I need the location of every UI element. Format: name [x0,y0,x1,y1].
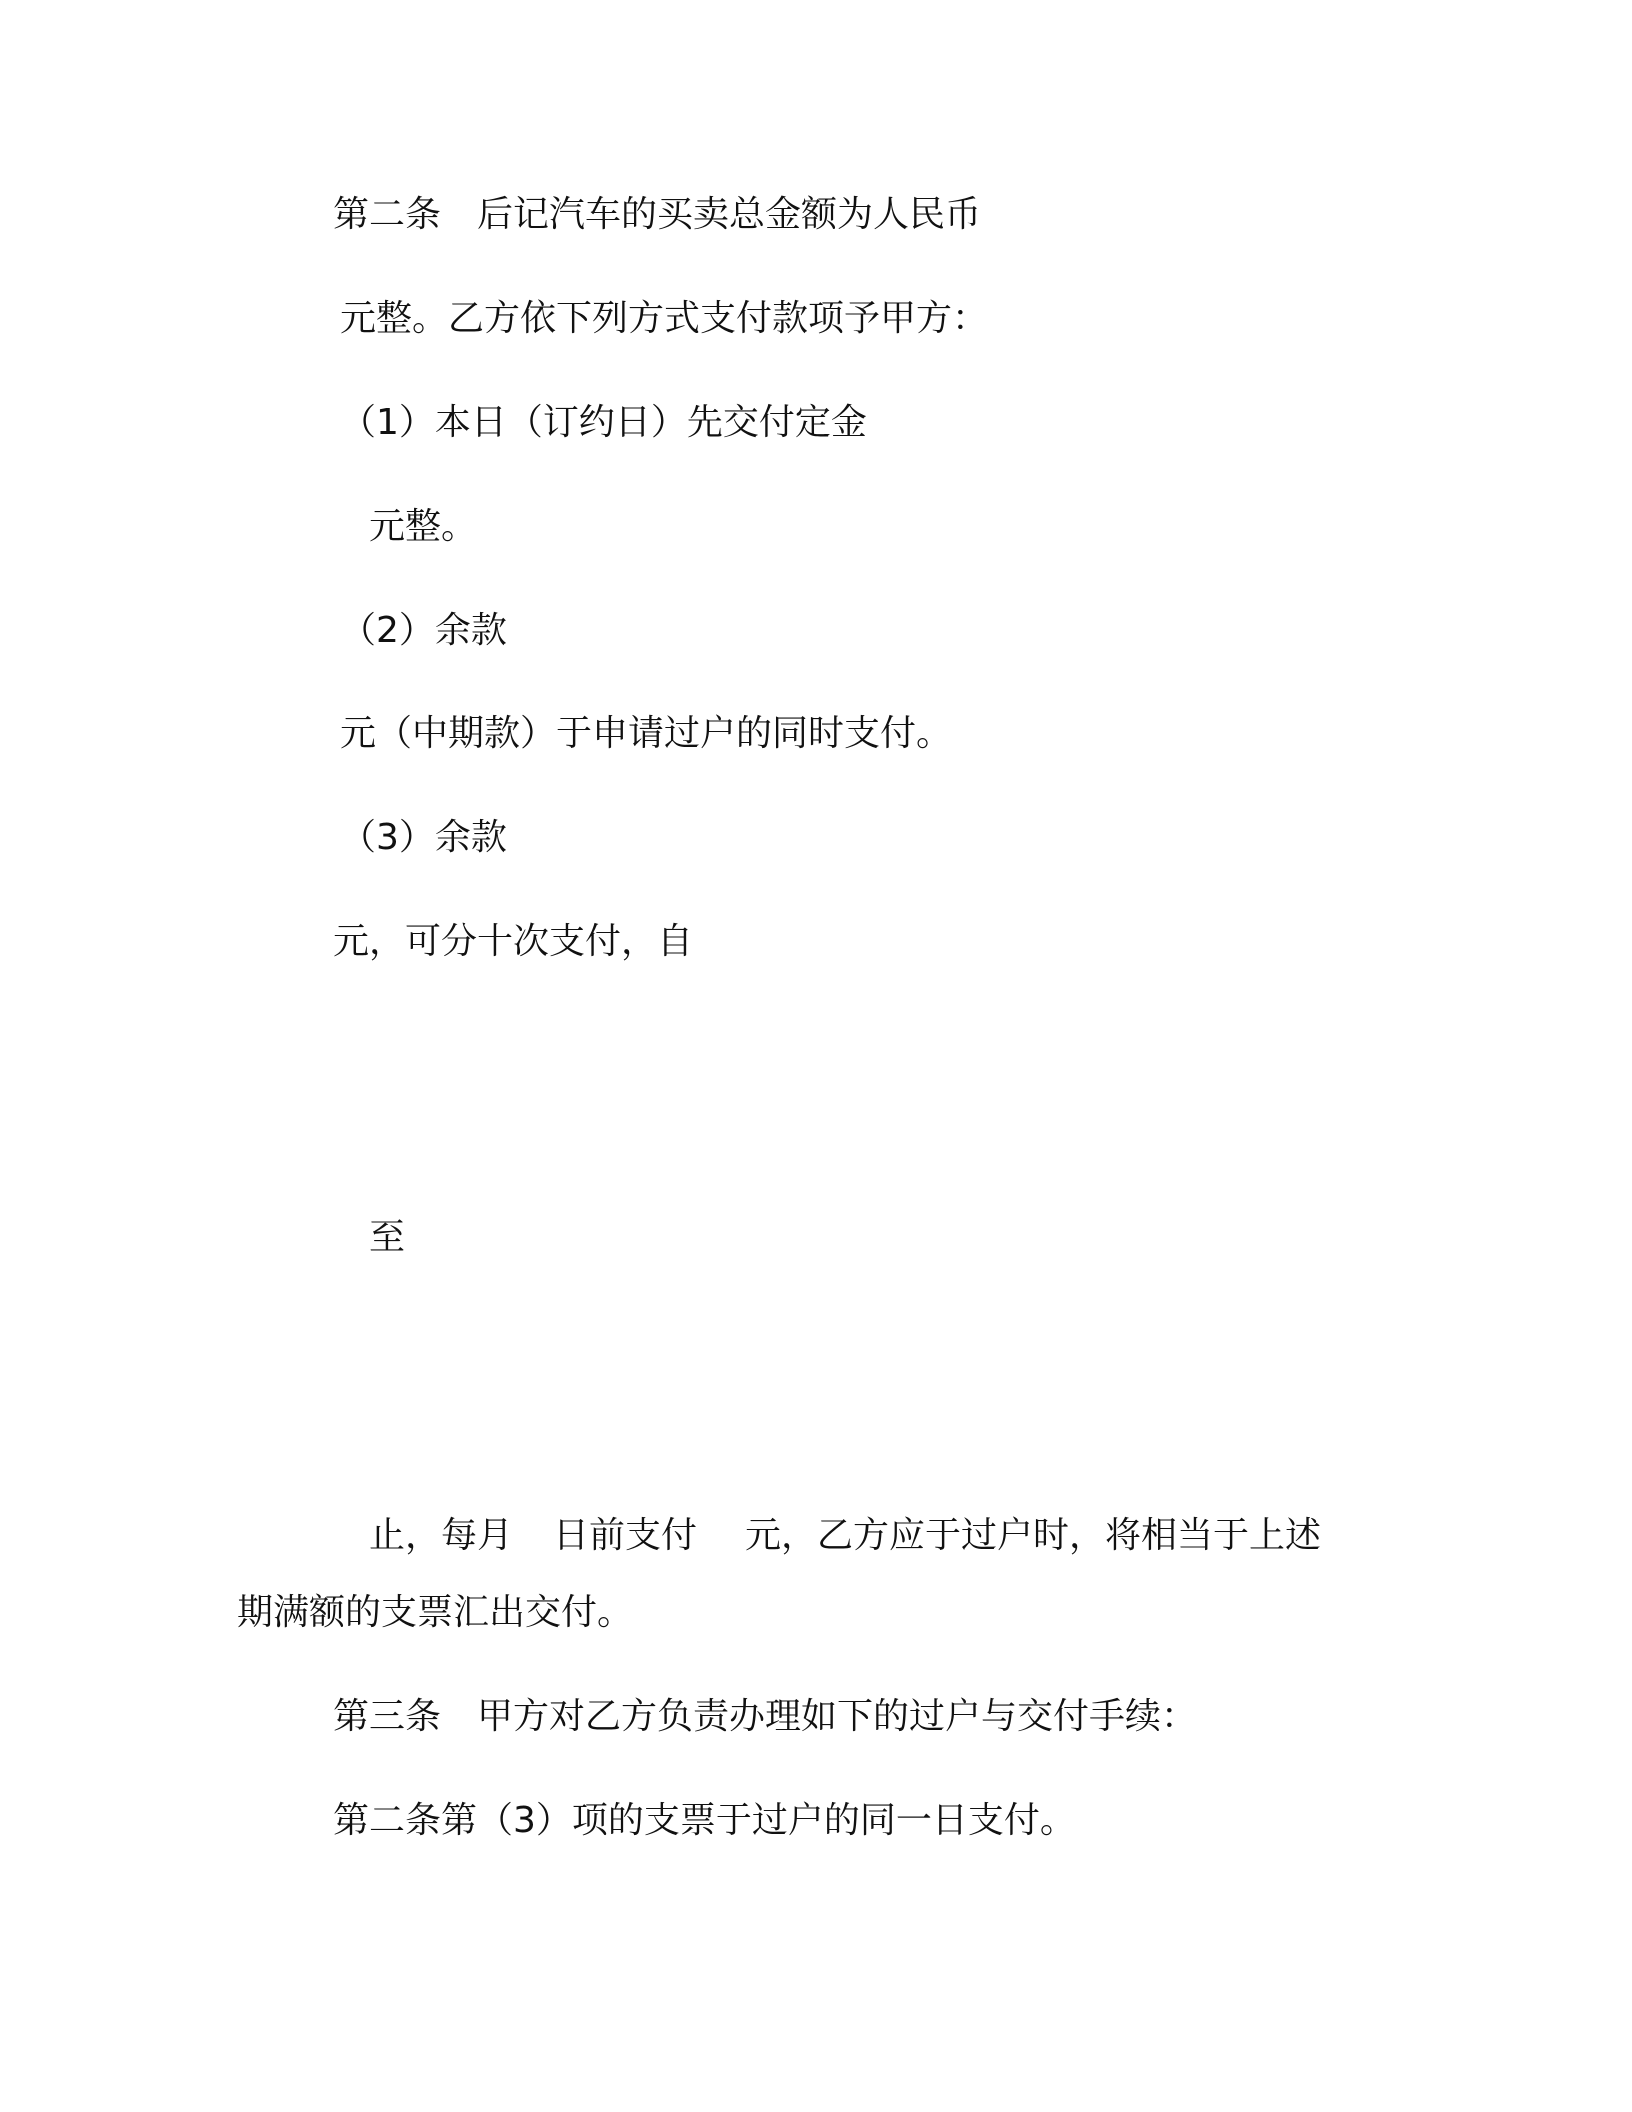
item-3-installments: 元，可分十次支付，自 [333,921,694,962]
article-2-heading: 第二条 后记汽车的买卖总金额为人民币 [333,194,982,235]
monthly-payment-part-3: 元，乙方应于过户时，将相当于上述 [745,1515,1322,1556]
monthly-payment-part-2: 日前支付 [553,1515,698,1556]
item-1-deposit: （1）本日（订约日）先交付定金 [340,402,867,443]
monthly-payment-line [369,1514,1321,1558]
item-2-balance: （2）余款 [340,610,507,651]
article-2-payment-intro: 元整。乙方依下列方式支付款项予甲方： [340,298,989,339]
cheque-remittance-line: 期满额的支票汇出交付。 [237,1592,634,1633]
installment-period-to: 至 [369,1217,406,1258]
article-3-heading: 第三条 甲方对乙方负责办理如下的过户与交付手续： [333,1696,1198,1737]
monthly-payment-part-1: 止，每月 [369,1515,514,1556]
item-3-balance: （3）余款 [340,817,507,858]
item-2-midterm-payment: 元（中期款）于申请过户的同时支付。 [340,713,953,754]
article-3-cheque-payment: 第二条第（3）项的支票于过户的同一日支付。 [333,1800,1076,1841]
item-1-deposit-amount: 元整。 [369,506,478,547]
